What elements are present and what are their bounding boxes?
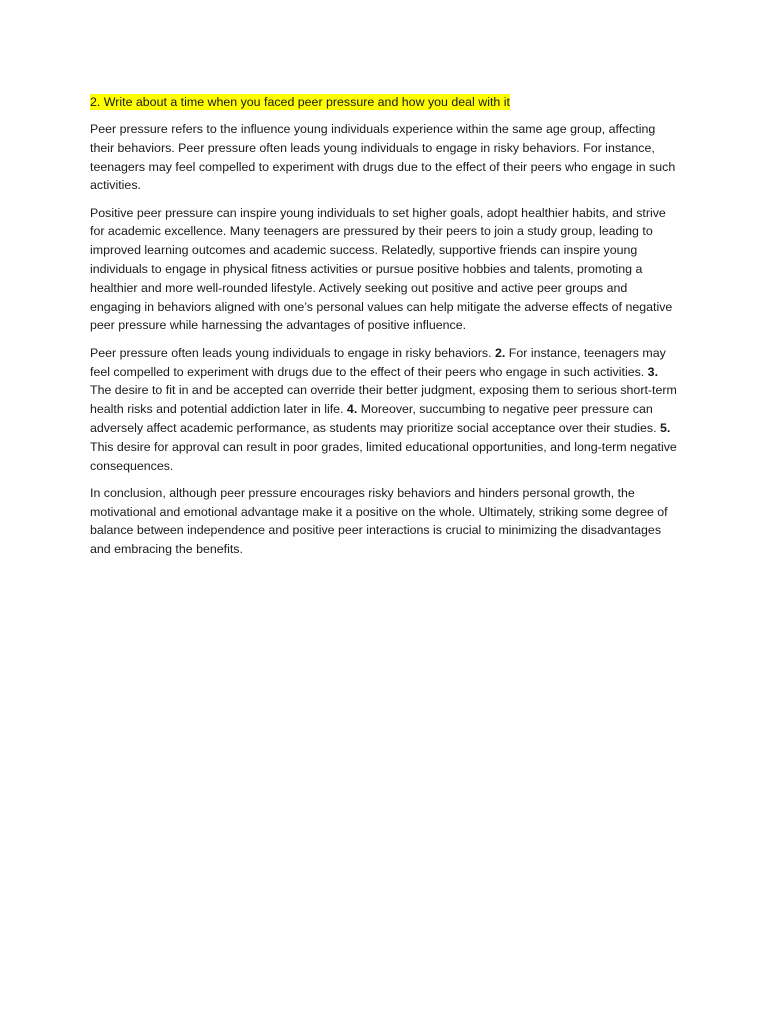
paragraph-risky-behaviors <box>90 344 680 476</box>
sentence-1: Peer pressure often leads young individuals to engage in risky behaviors. <box>90 345 496 360</box>
sentence-3: The desire to fit in and be accepted can override their better judgment, exposing them to serious short-term health risks and potential addiction later in life. <box>90 383 677 417</box>
point-number-5: 5. <box>660 420 671 435</box>
sentence-4: Moreover, succumbing to negative peer pressure can adversely affect academic performance, as students may prioritize social acceptance over their studies. <box>90 402 661 435</box>
sentence-5: This desire for approval can result in poor grades, limited educational opportunities, and long-term negative consequences. <box>90 439 677 473</box>
highlighted-prompt: 2. Write about a time when you faced peer pressure and how you deal with it <box>90 95 510 109</box>
point-number-2: 2. <box>495 345 506 360</box>
paragraph-definition: Peer pressure refers to the influence young individuals experience within the same age group, affecting their behaviors. Peer pressure often leads young individuals to engage in risky behaviors. For instance, teenagers may feel compelled to experiment with drugs due to the effect of their peers who engage in such activities. <box>90 122 676 193</box>
point-number-3: 3. <box>647 364 659 379</box>
paragraph-conclusion: In conclusion, although peer pressure encourages risky behaviors and hinders personal growth, the motivational and emotional advantage make it a positive on the whole. Ultimately, striking some degree of balance between independence and positive peer interactions is crucial to minimizing the disadvantages and embracing the benefits. <box>90 485 668 557</box>
document-heading <box>90 92 680 112</box>
paragraph-positive-pressure: Positive peer pressure can inspire young individuals to set higher goals, adopt healthier habits, and strive for academic excellence. Many teenagers are pressured by their peers to join a study group, leading to improved learning outcomes and academic success. Relatedly, supportive friends can inspire young individuals to engage in physical fitness activities or pursue positive hobbies and talents, promoting a healthier and more well-rounded lifestyle. Actively seeking out positive and active peer groups and engaging in behaviors aligned with one’s personal values can help mitigate the adverse effects of negative peer pressure while harnessing the advantages of positive influence. <box>90 205 673 333</box>
sentence-2: For instance, teenagers may feel compelled to experiment with drugs due to the effect of their peers who engage in such activities. <box>90 345 666 379</box>
point-number-4: 4. <box>346 402 358 417</box>
